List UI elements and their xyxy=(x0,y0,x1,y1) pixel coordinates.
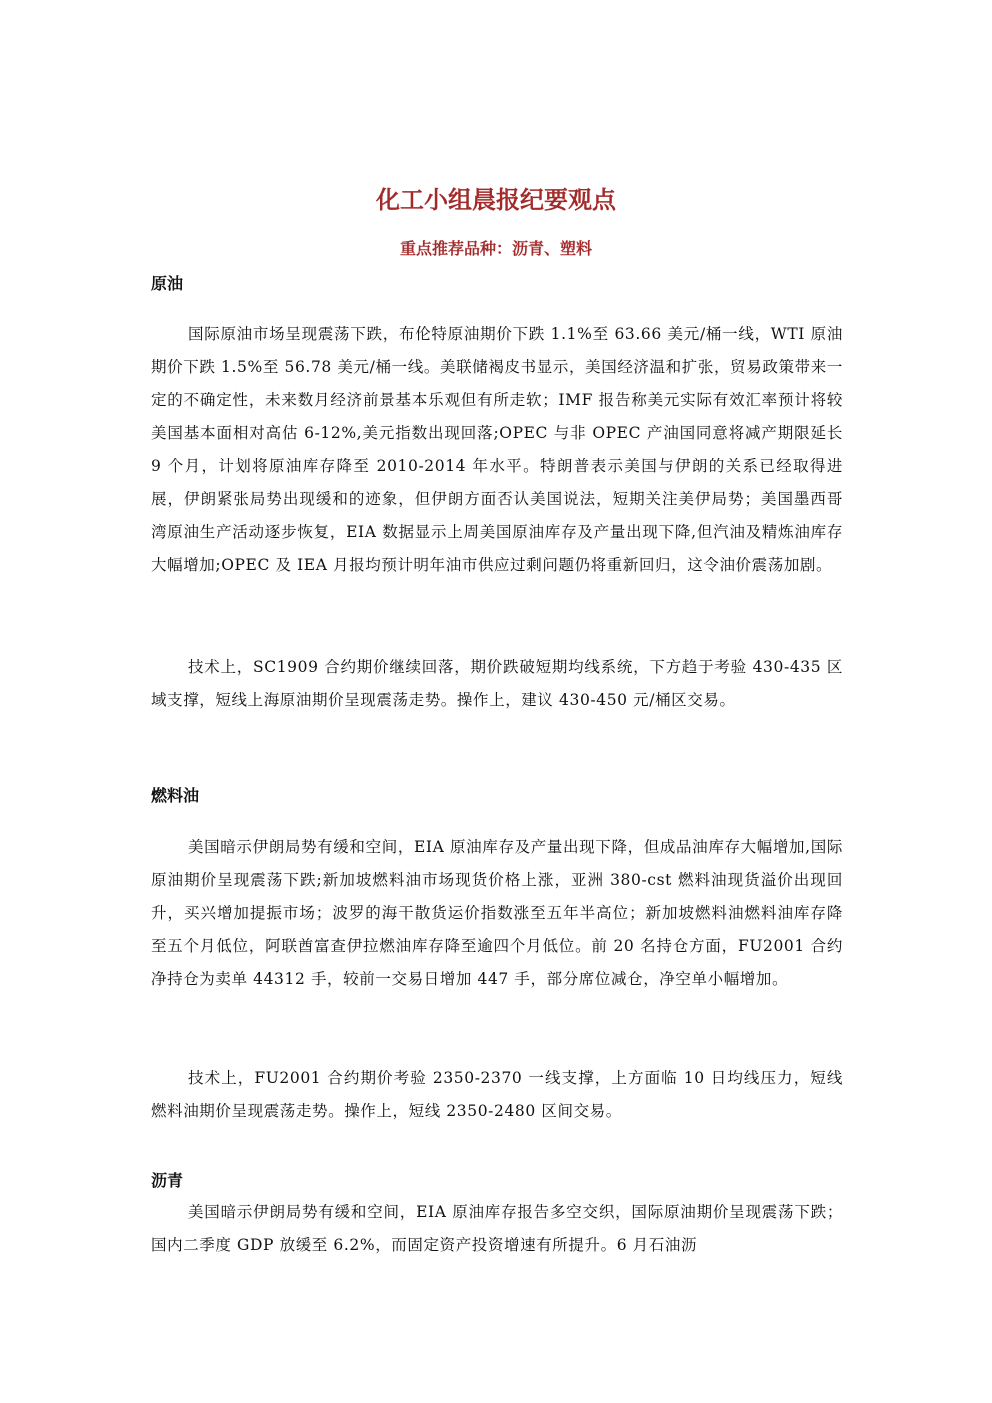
section-heading-asphalt: 沥青 xyxy=(151,1171,184,1190)
fuel-oil-paragraph-1: 美国暗示伊朗局势有缓和空间，EIA 原油库存及产量出现下降，但成品油库存大幅增加,国际原油期价呈现震荡下跌;新加坡燃料油市场现货价格上涨，亚洲 380-cst 燃料油现货溢价出现回升，买兴增加提振市场；波罗的海干散货运价指数涨至五年半高位；新加坡燃料油燃料油库存降至五个月低位，阿联酋富查伊拉燃油库存降至逾四个月低位。前 20 名持仓方面，FU2001 合约净持仓为卖单 44312 手，较前一交易日增加 447 手，部分席位减仓，净空单小幅增加。 xyxy=(151,838,843,988)
section-heading-crude-oil: 原油 xyxy=(151,274,184,293)
crude-oil-paragraph-1: 国际原油市场呈现震荡下跌，布伦特原油期价下跌 1.1%至 63.66 美元/桶一线，WTI 原油期价下跌 1.5%至 56.78 美元/桶一线。美联储褐皮书显示，美国经济温和扩张，贸易政策带来一定的不确定性，未来数月经济前景基本乐观但有所走软；IMF 报告称美元实际有效汇率预计将较美国基本面相对高估 6-12%,美元指数出现回落;OPEC 与非 OPEC 产油国同意将减产期限延长 9 个月，计划将原油库存降至 2010-2014 年水平。特朗普表示美国与伊朗的关系已经取得进展，伊朗紧张局势出现缓和的迹象，但伊朗方面否认美国说法，短期关注美伊局势；美国墨西哥湾原油生产活动逐步恢复，EIA 数据显示上周美国原油库存及产量出现下降,但汽油及精炼油库存大幅增加;OPEC 及 IEA 月报均预计明年油市供应过剩问题仍将重新回归，这令油价震荡加剧。 xyxy=(151,325,843,574)
asphalt-paragraph-1: 美国暗示伊朗局势有缓和空间，EIA 原油库存报告多空交织，国际原油期价呈现震荡下跌；国内二季度 GDP 放缓至 6.2%，而固定资产投资增速有所提升。6 月石油沥 xyxy=(151,1203,843,1254)
fuel-oil-paragraph-2: 技术上，FU2001 合约期价考验 2350-2370 一线支撑，上方面临 10 日均线压力，短线燃料油期价呈现震荡走势。操作上，短线 2350-2480 区间交易。 xyxy=(151,1069,843,1120)
document-subtitle: 重点推荐品种：沥青、塑料 xyxy=(399,239,592,258)
section-heading-fuel-oil: 燃料油 xyxy=(151,786,200,805)
crude-oil-paragraph-2: 技术上，SC1909 合约期价继续回落，期价跌破短期均线系统，下方趋于考验 430-435 区域支撑，短线上海原油期价呈现震荡走势。操作上，建议 430-450 元/桶区交易。 xyxy=(151,658,843,709)
document-title: 化工小组晨报纪要观点 xyxy=(376,186,616,214)
